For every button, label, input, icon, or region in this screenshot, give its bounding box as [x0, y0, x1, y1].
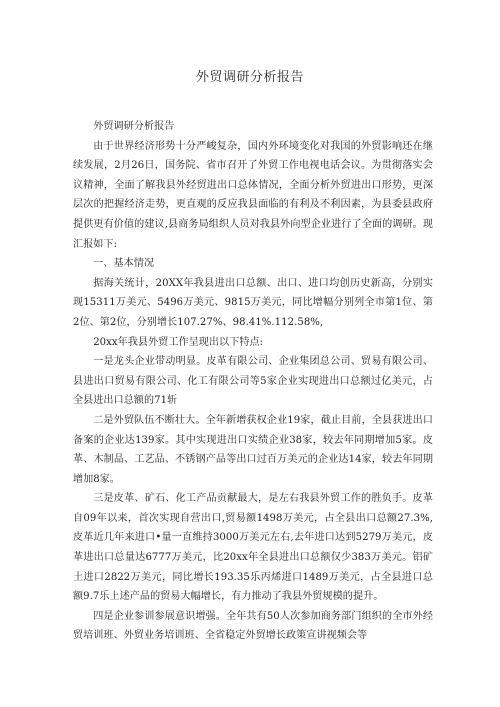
- paragraph-customs-statistics: 据海关统计，20XX年我县进出口总额、出口、进口均创历史新高，分别实现15311万美元、5496万美元、9815万美元，同比增幅分别列全市第1位、第2位、第2位，分别增长107.27%、98.41%.112.58%,: [73, 277, 433, 328]
- paragraph-feature-1: 一是龙头企业带动明显。皮革有限公司、企业集团总公司、贸易有限公司、县进出口贸易有限公司、化工有限公司等5家企业实现进出口总额过亿美元，占全县进出口总额的71斩: [73, 356, 433, 407]
- paragraph-subtitle: 外贸调研分析报告: [93, 121, 175, 132]
- paragraph-feature-2: 二是外贸队伍不断壮大。全年新增获权企业19家，截止目前，全县获进出口备案的企业达139家。其中实现进出口实绩企业38家，较去年同期增加5家。皮革、木制品、工艺品、不锈钢产品等出口过百万美元的企业达14家，较去年同期增加8家。: [73, 414, 433, 485]
- document-title: 外贸调研分析报告: [195, 70, 304, 85]
- paragraph-intro: 由于世界经济形势十分严峻复杂，国内外环境变化对我国的外贸影响还在继续发展，2月26日，国务院、省市召开了外贸工作电视电话会议。为贯彻落实会议精神，全面了解我县外经贸进出口总体情况，全面分析外贸进出口形势，更深层次的把握经济走势，更直观的反应我县面临的有利及不利因素，为县委县政府提供更有价值的建议,县商务局组织人员对我县外向型企业进行了全面的调研。现汇报如下:: [73, 140, 433, 250]
- paragraph-feature-3: 三是皮革、矿石、化工产品贡献最大，是左右我县外贸工作的胜负手。皮革自09年以来，首次实现自营出口,贸易额1498万美元，占全县出口总额27.3%,皮革近几年来进口•量一直维持3000万美元左右,去年进口达到5279万美元，皮革进出口总量达6777万美元，比20xx年全县进出口总额仅少383万美元。铝矿土进口2822万美元，同比增长193.35乐丙烯进口1489万美元，占全县进口总额9.7乐上述产品的贸易大幅增长，有力推动了我县外贸规模的提升。: [73, 493, 433, 603]
- paragraph-feature-4: 四是企业参训参展意识增强。全年共有50人次参加商务部门组织的全市外经贸培训班、外贸业务培训班、全省稳定外贸增长政策宣讲视频会等: [73, 610, 433, 642]
- document-body: [73, 117, 433, 646]
- section-heading-basic-situation: 一、基本情况: [93, 258, 155, 270]
- paragraph-features-lead: 20xx年我县外贸工作呈现出以下特点:: [93, 336, 264, 348]
